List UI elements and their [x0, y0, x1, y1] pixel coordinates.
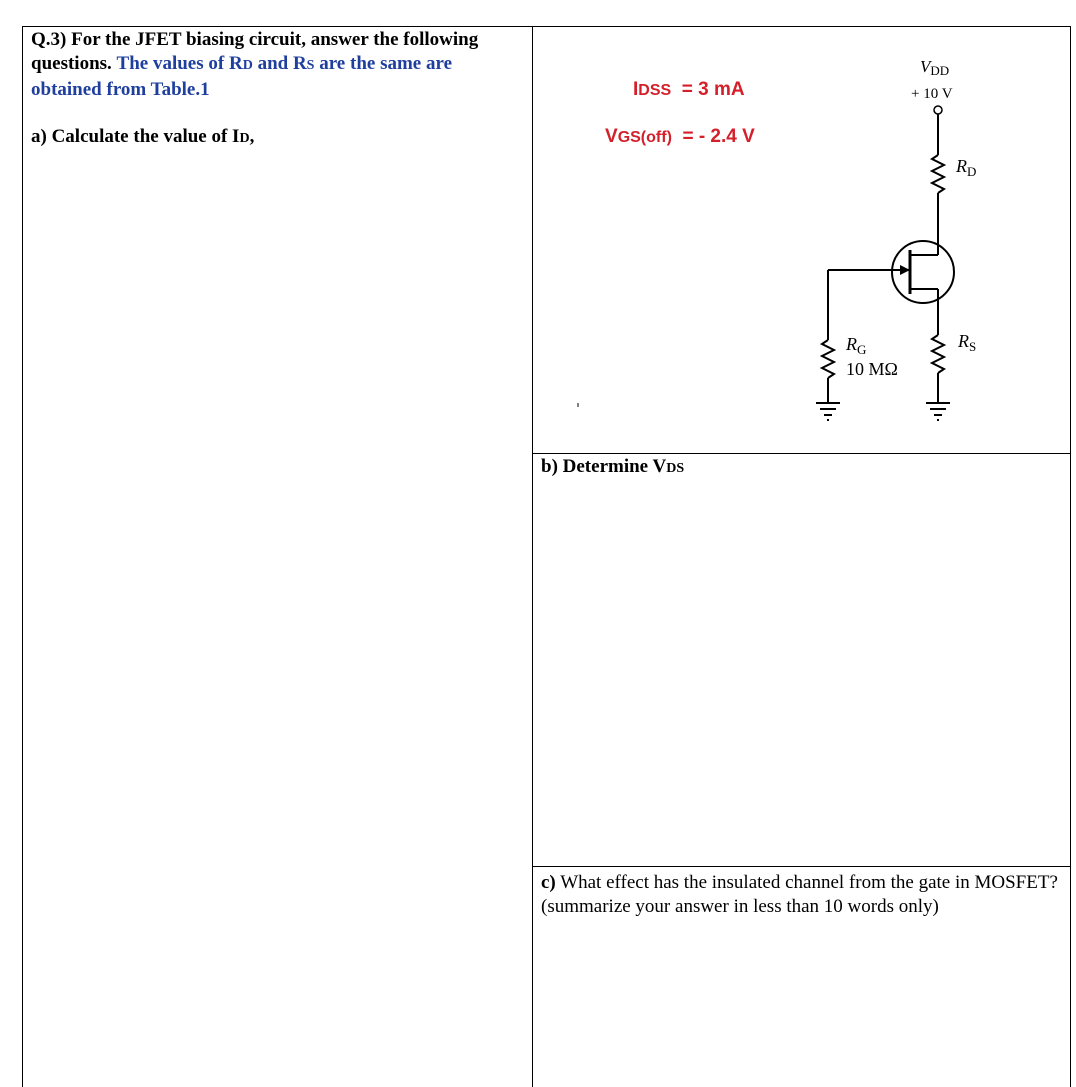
- rg-value: 10 MΩ: [846, 359, 898, 379]
- rd-resistor: [932, 155, 944, 193]
- vgs-off-parameter: VGS(off) = - 2.4 V: [605, 126, 755, 147]
- rs-label: $R_S$: [958, 331, 977, 354]
- question-number: Q.3): [31, 29, 67, 50]
- part-c-prompt: c) What effect has the insulated channel from the gate in MOSFET? (summarize your answer in less than 10 words only): [541, 872, 1058, 917]
- ground-symbol-gate: [816, 403, 840, 420]
- vdd-label: VDD: [920, 57, 950, 78]
- vdd-terminal: [934, 106, 942, 114]
- rg-label: $R_G$: [846, 334, 867, 357]
- question-intro: For the JFET biasing circuit, answer the following questions.: [31, 29, 479, 74]
- rs-resistor: [932, 335, 944, 373]
- question-note: The values of RD and RS are the same are obtained from Table.1: [31, 53, 452, 100]
- idss-parameter: IDSS = 3 mA: [633, 79, 745, 100]
- ground-symbol-source: [926, 403, 950, 420]
- part-a-prompt: a) Calculate the value of ID,: [31, 126, 255, 147]
- vdd-value: + 10 V: [911, 86, 953, 102]
- rg-resistor: [822, 340, 834, 378]
- rd-label: $R_D$: [956, 156, 977, 179]
- part-b-prompt: b) Determine VDS: [541, 456, 685, 477]
